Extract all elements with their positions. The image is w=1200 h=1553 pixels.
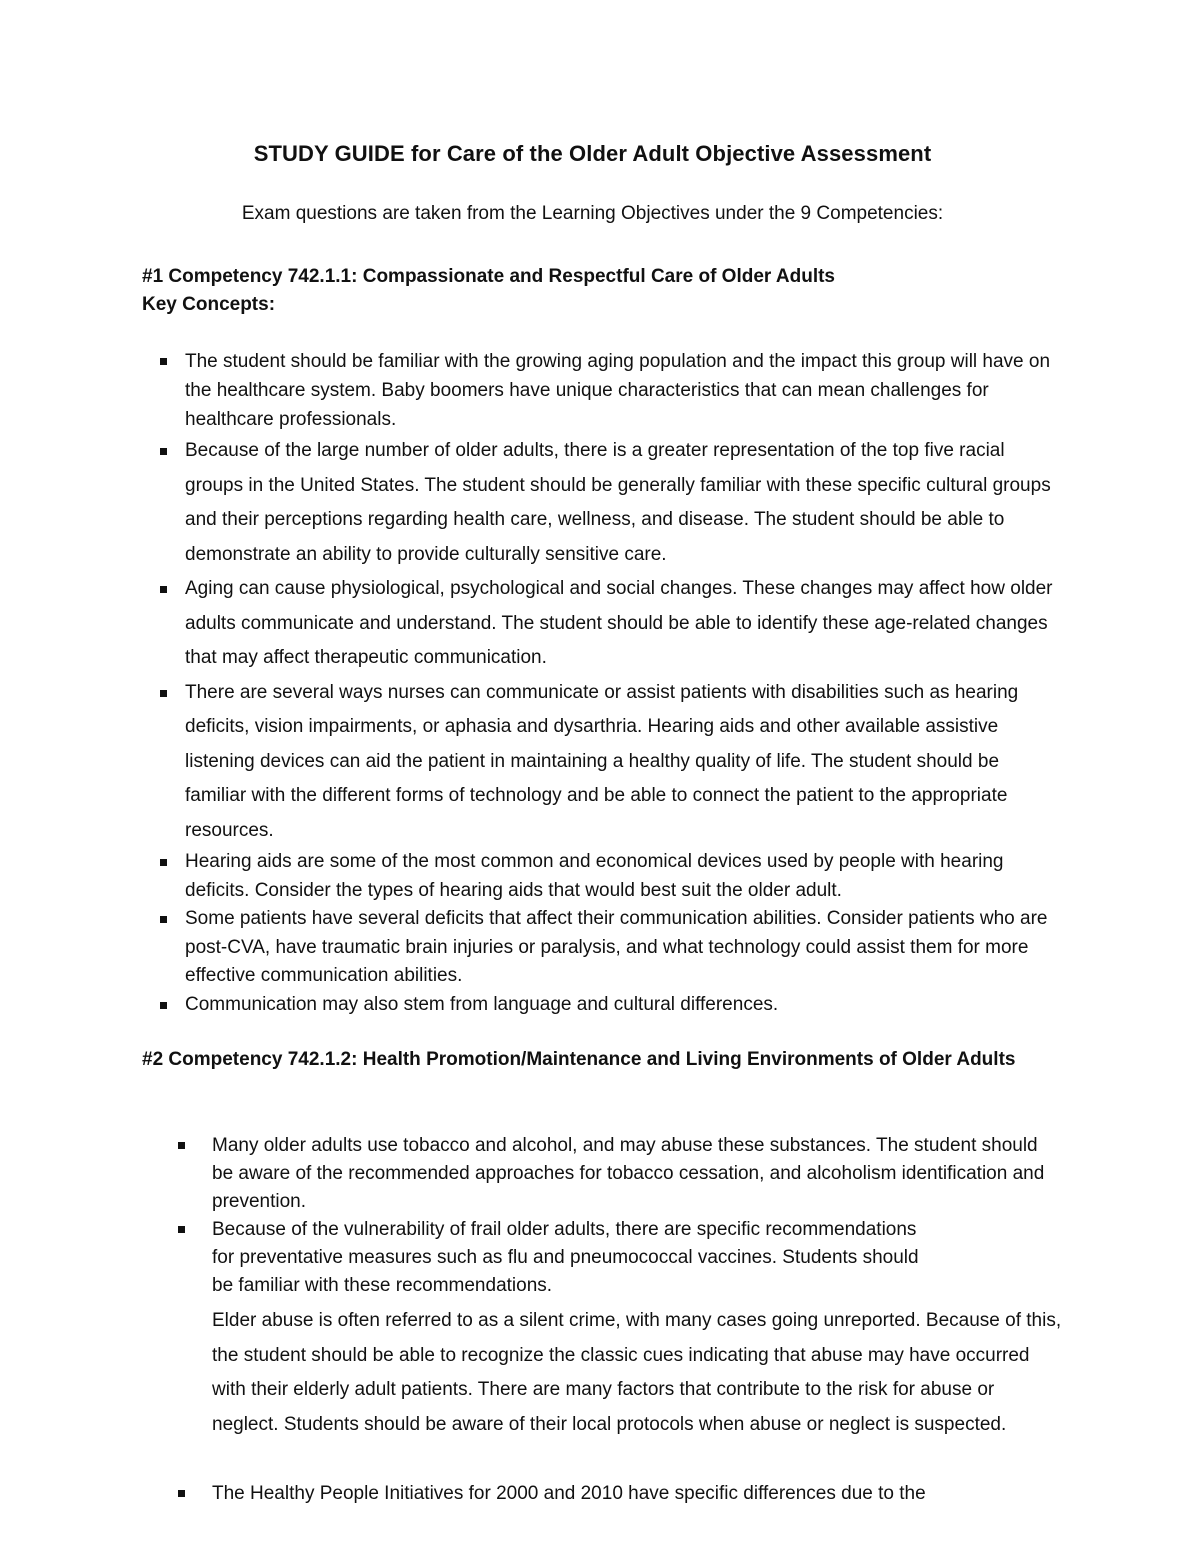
square-bullet-icon: [160, 916, 167, 923]
list-item-text: Because of the vulnerability of frail older adults, there are specific recommendations for preventative measures such as flu and pneumococcal vaccines. Students should be familiar with these recommendations.: [212, 1219, 919, 1296]
square-bullet-icon: [160, 448, 167, 455]
section-2-bullet-list-continued: [178, 1479, 1058, 1509]
list-item-text: Some patients have several deficits that affect their communication abilities. Consider patients who are post-CVA, have traumatic brain injuries or paralysis, and what technology could assist them for more effective communication abilities.: [185, 908, 1048, 986]
square-bullet-icon: [160, 859, 167, 866]
page-title: STUDY GUIDE for Care of the Older Adult Objective Assessment: [253, 141, 932, 166]
list-item: [160, 347, 1055, 434]
list-item: [160, 848, 1055, 905]
list-item: [160, 676, 1055, 849]
intro-text: Exam questions are taken from the Learning Objectives under the 9 Competencies:: [241, 203, 944, 224]
elder-abuse-paragraph: Elder abuse is often referred to as a silent crime, with many cases going unreported. Because of this, the student should be able to recognize the classic cues indicating that abuse may have occurred with their elderly adult patients. There are many factors that contribute to the risk for abuse or neglect. Students should be aware of their local protocols when abuse or neglect is suspected.: [212, 1310, 1062, 1435]
square-bullet-icon: [178, 1490, 185, 1497]
square-bullet-icon: [178, 1142, 185, 1149]
list-item-text: Aging can cause physiological, psychological and social changes. These changes may affect how older adults communicate and understand. The student should be able to identify these age-related changes that may affect therapeutic communication.: [185, 578, 1053, 668]
list-item: [178, 1132, 1052, 1216]
section-1-bullet-list: [160, 347, 1060, 1019]
section-1-heading: #1 Competency 742.1.1: Compassionate and Respectful Care of Older Adults: [142, 266, 835, 287]
square-bullet-icon: [178, 1226, 185, 1233]
square-bullet-icon: [160, 690, 167, 697]
section-1-subheading: Key Concepts:: [142, 294, 276, 315]
section-2-bullet-list: [178, 1132, 1058, 1300]
square-bullet-icon: [160, 1002, 167, 1009]
list-item: [178, 1216, 932, 1300]
list-item-text: Because of the large number of older adults, there is a greater representation of the top five racial groups in the United States. The student should be generally familiar with these specific cultural groups and their perceptions regarding health care, wellness, and disease. The student should be able to demonstrate an ability to provide culturally sensitive care.: [185, 440, 1051, 565]
list-item: [160, 434, 1055, 572]
list-item: [178, 1479, 1052, 1509]
list-item-text: Hearing aids are some of the most common and economical devices used by people with hearing deficits. Consider the types of hearing aids that would best suit the older adult.: [185, 851, 1004, 901]
square-bullet-icon: [160, 358, 167, 365]
list-item-text: Many older adults use tobacco and alcohol, and may abuse these substances. The student should be aware of the recommended approaches for tobacco cessation, and alcoholism identification and prevention.: [212, 1135, 1045, 1212]
list-item-text: The student should be familiar with the growing aging population and the impact this group will have on the healthcare system. Baby boomers have unique characteristics that can mean challenges for healthcare professionals.: [185, 351, 1051, 430]
list-item: [160, 905, 1055, 991]
list-item-text: There are several ways nurses can communicate or assist patients with disabilities such as hearing deficits, vision impairments, or aphasia and dysarthria. Hearing aids and other available assistive listening devices can aid the patient in maintaining a healthy quality of life. The student should be familiar with the different forms of technology and be able to connect the patient to the appropriate resources.: [185, 681, 1019, 841]
section-2-heading: #2 Competency 742.1.2: Health Promotion/Maintenance and Living Environments of Older Adults: [142, 1049, 1016, 1070]
list-item-text: Communication may also stem from language and cultural differences.: [185, 993, 779, 1015]
list-item: [160, 991, 1055, 1020]
list-item-text: The Healthy People Initiatives for 2000 and 2010 have specific differences due to the: [212, 1483, 926, 1504]
square-bullet-icon: [160, 586, 167, 593]
list-item: [160, 572, 1055, 676]
